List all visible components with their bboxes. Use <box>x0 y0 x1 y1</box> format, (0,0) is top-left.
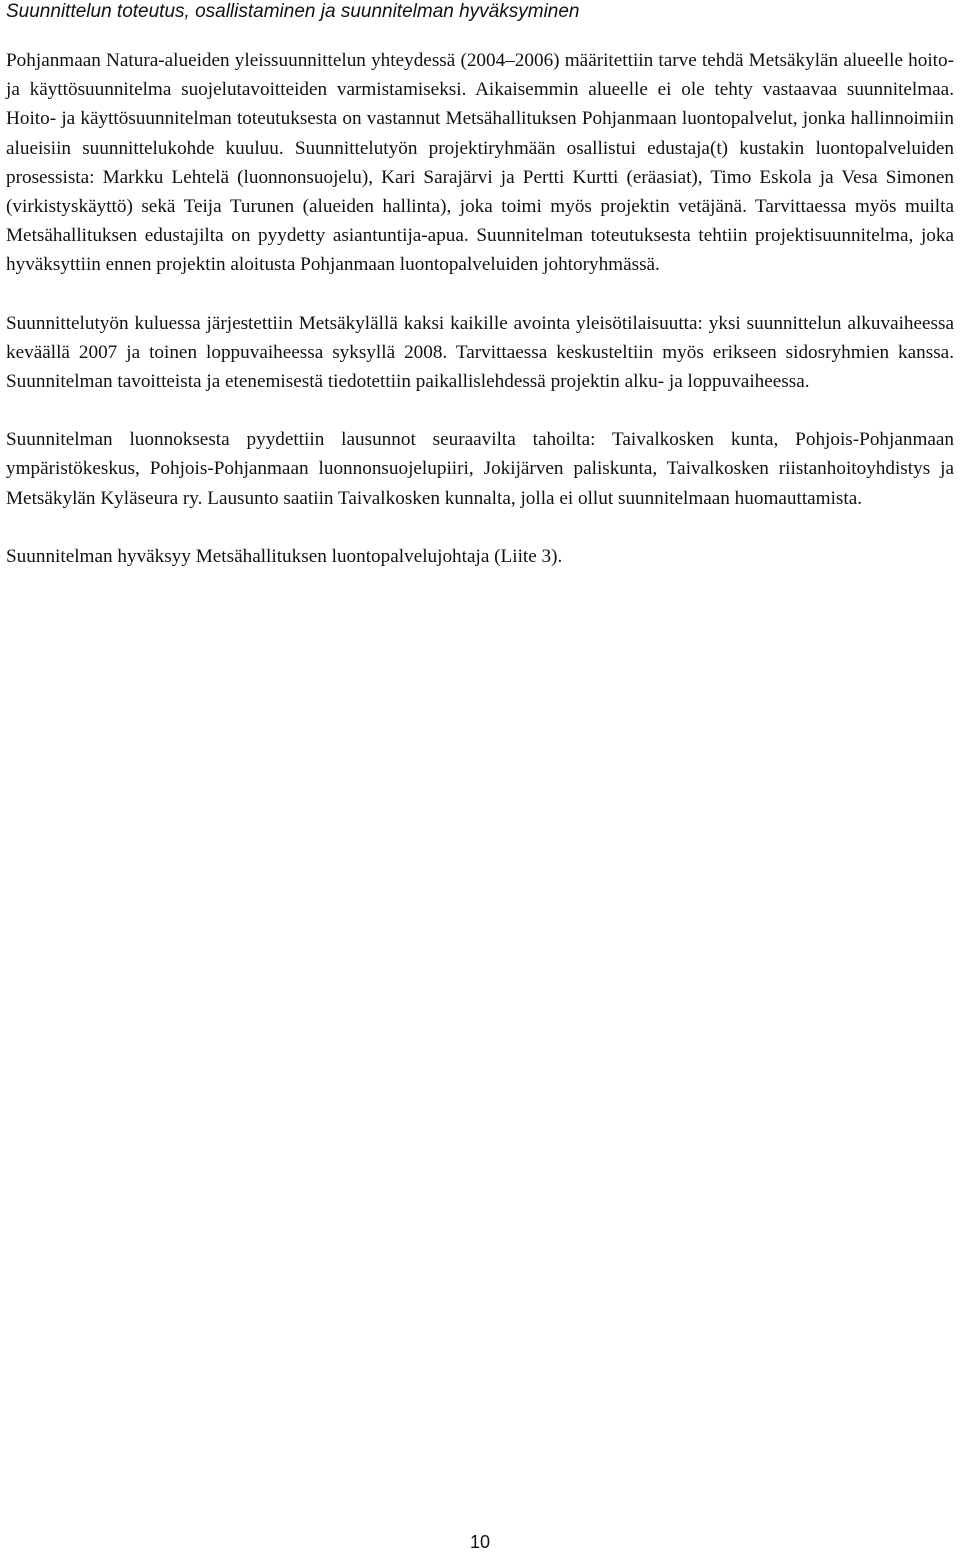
page-number: 10 <box>469 1532 491 1552</box>
section-heading: Suunnittelun toteutus, osallistaminen ja suunnitelman hyväksyminen <box>6 1 580 22</box>
paragraph-public-events: Suunnittelutyön kuluessa järjestettiin Metsäkylällä kaksi kaikille avointa yleisötilaisuutta: yksi suunnittelun alkuvaiheessa keväällä 2007 ja toinen loppuvaiheessa syksyllä 2008. Tarvittaessa keskusteltiin myös erikseen sidosryhmien kanssa. Suunnitelman tavoitteista ja etenemisestä tiedotettiin paikallislehdessä projektin alku- ja loppuvaiheessa. <box>6 312 954 393</box>
paragraph-statements: Suunnitelman luonnoksesta pyydettiin lausunnot seuraavilta tahoilta: Taivalkosken kunta, Pohjois-Pohjanmaan ympäristökeskus, Pohjois-Pohjanmaan luonnonsuojelupiiri, Jokijärven paliskunta, Taivalkosken riistanhoitoyhdistys ja Metsäkylän Kyläseura ry. Lausunto saatiin Taivalkosken kunnalta, jolla ei ollut suunnitelmaan huomauttamista. <box>6 429 954 509</box>
body-text <box>6 46 954 600</box>
paragraph-approval: Suunnitelman hyväksyy Metsähallituksen luontopalvelujohtaja (Liite 3). <box>6 545 563 567</box>
paragraph-planning-background: Pohjanmaan Natura-alueiden yleissuunnittelun yhteydessä (2004–2006) määritettiin tarve tehdä Metsäkylän alueelle hoito- ja käyttösuunnitelma suojelutavoitteiden varmistamiseksi. Aikaisemmin alueelle ei ole tehty vastaavaa suunnitelmaa. Hoito- ja käyttösuunnitelman toteutuksesta on vastannut Metsähallituksen Pohjanmaan luontopalvelut, jonka hallinnoimiin alueisiin suunnittelukohde kuuluu. Suunnittelutyön projektiryhmään osallistui edustaja(t) kustakin luontopalveluiden prosessista: Markku Lehtelä (luonnonsuojelu), Kari Sarajärvi ja Pertti Kurtti (eräasiat), Timo Eskola ja Vesa Simonen (virkistyskäyttö) sekä Teija Turunen (alueiden hallinta), joka toimi myös projektin vetäjänä. Tarvittaessa myös muilta Metsähallituksen edustajilta on pyydetty asiantuntija-apua. Suunnitelman toteutuksesta tehtiin projektisuunnitelma, joka hyväksyttiin ennen projektin aloitusta Pohjanmaan luontopalveluiden johtoryhmässä. <box>6 50 954 276</box>
